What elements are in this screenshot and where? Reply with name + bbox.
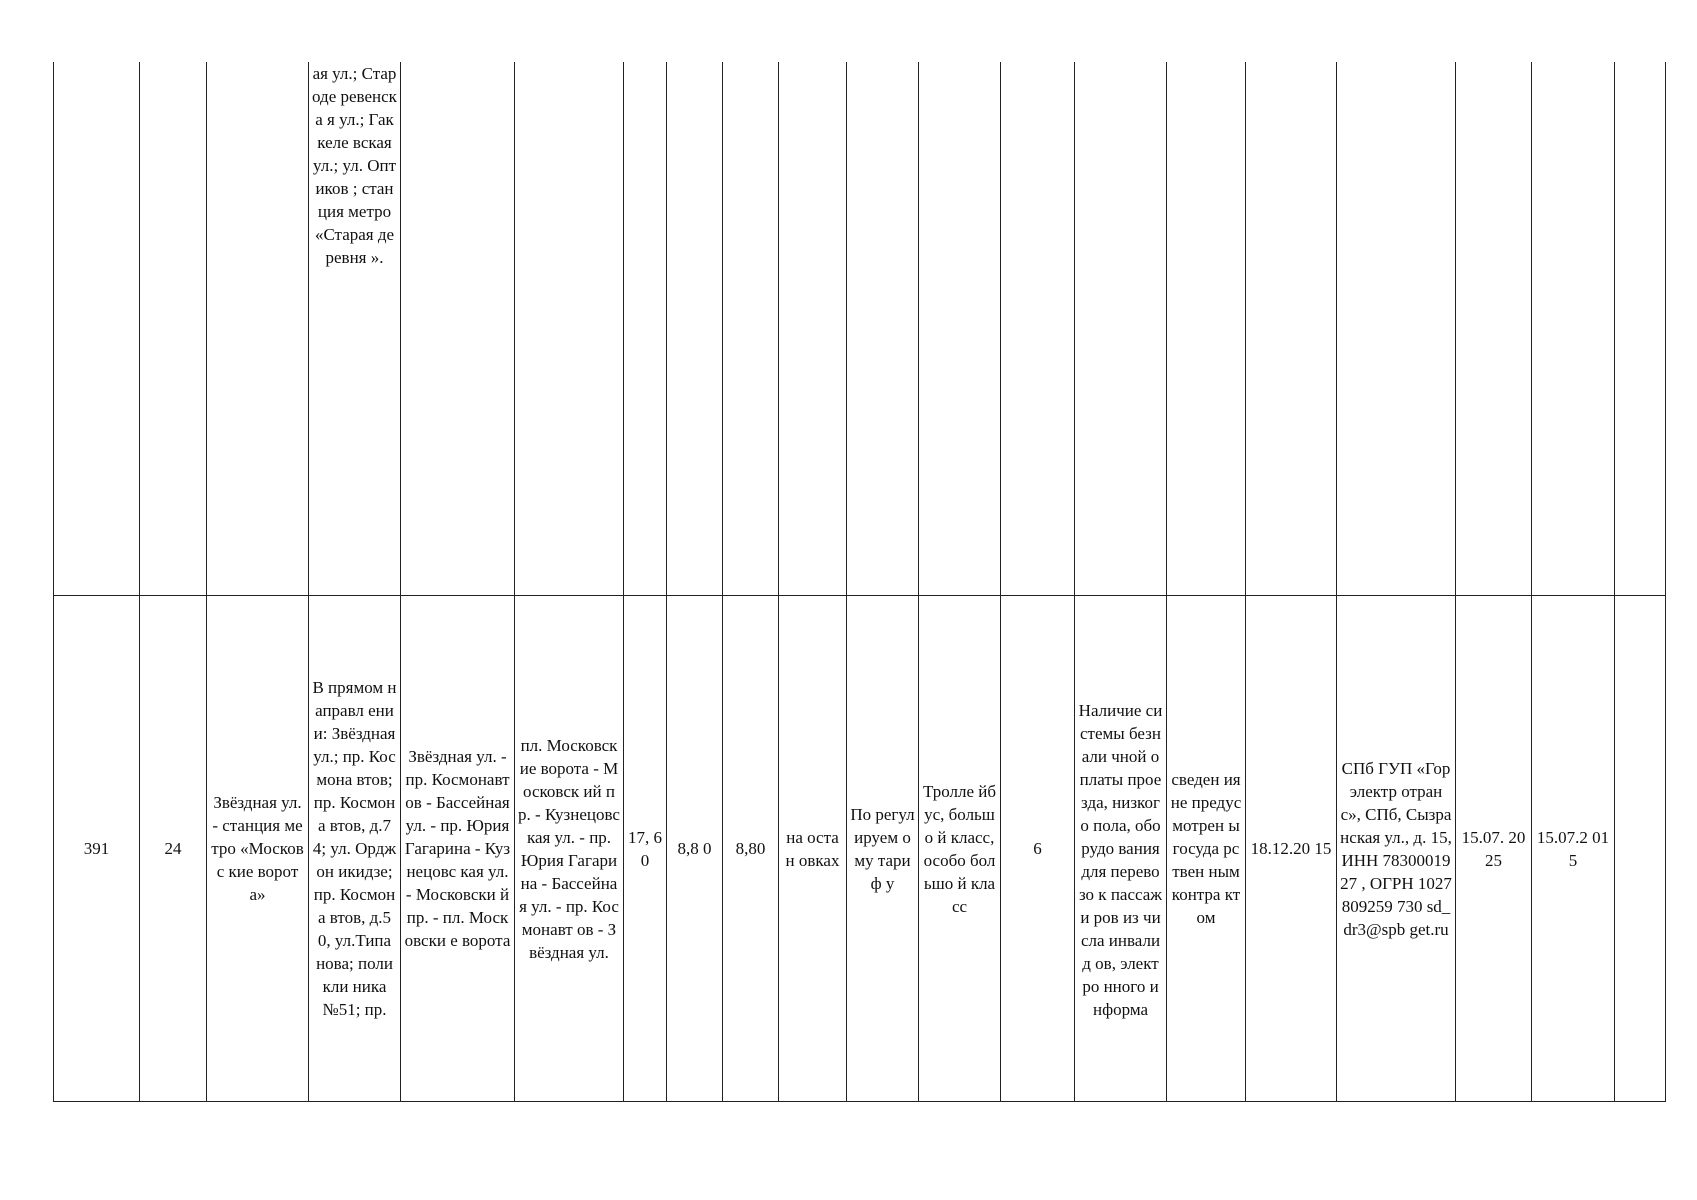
reverse-streets-cell: [515, 596, 624, 1102]
stops-tail-cell: [309, 62, 401, 596]
stops-list: В прямом направл ении: Звёздная ул.; пр. Космона втов; пр. Космона втов, д.74; ул. Орджон икидзе; пр. Космона втов, д.50, ул.Типа нова; поликли ника №51; пр.: [312, 678, 397, 1019]
carrier-info: СПб ГУП «Горэлектр отранс», СПб, Сызранская ул., д. 15, ИНН 7830001927 , ОГРН 1027809259 730 sd_dr3@spb get.ru: [1340, 758, 1452, 939]
cont-cell-11: [847, 62, 919, 596]
reg-number: 391: [83, 839, 110, 858]
boarding-procedure: на остан овках: [785, 827, 840, 870]
route-name-cell: [207, 596, 309, 1102]
route-row: [54, 596, 1666, 1102]
forward-streets: Звёздная ул. - пр. Космонавт ов - Бассейная ул. - пр. Юрия Гагарина - Кузнецовс кая ул. - Московски й пр. - пл. Московски е ворота: [404, 747, 511, 950]
registry-date: 15.07.2 015: [1536, 827, 1610, 870]
vehicle-count-cell: [1001, 596, 1075, 1102]
cont-cell-9: [723, 62, 779, 596]
reverse-streets: пл. Московск ие ворота - Московск ий пр. - Кузнецовс кая ул. - пр. Юрия Гагарина - Бассейная ул. - пр. Космонавт ов - Звёздная ул.: [518, 735, 620, 962]
stops-cell: [309, 596, 401, 1102]
cont-cell-3: [207, 62, 309, 596]
forward-streets-cell: [401, 596, 515, 1102]
cont-cell-5: [401, 62, 515, 596]
cont-cell-16: [1246, 62, 1337, 596]
vehicle-type-cell: [919, 596, 1001, 1102]
cont-cell-2: [140, 62, 207, 596]
contract-info: сведен ия не предус мотрен ы госуда рствен ным контра ктом: [1170, 770, 1242, 927]
cont-cell-14: [1075, 62, 1167, 596]
cont-cell-18: [1456, 62, 1532, 596]
length-reverse-cell: [723, 596, 779, 1102]
carrier-cell: [1337, 596, 1456, 1102]
contract-info-cell: [1167, 596, 1246, 1102]
start-date: 18.12.20 15: [1250, 839, 1332, 858]
tariff-type-cell: [847, 596, 919, 1102]
cont-cell-8: [667, 62, 723, 596]
change-date-cell: [1456, 596, 1532, 1102]
cont-cell-6: [515, 62, 624, 596]
vehicle-features-cell: [1075, 596, 1167, 1102]
start-date-cell: [1246, 596, 1337, 1102]
length-forward-cell: [667, 596, 723, 1102]
length-forward: 8,8 0: [677, 839, 712, 858]
cont-cell-19: [1532, 62, 1615, 596]
cont-cell-17: [1337, 62, 1456, 596]
continued-row: [54, 62, 1666, 596]
length-total-cell: [624, 596, 667, 1102]
notes-cell: [1615, 596, 1666, 1102]
cont-cell-7: [624, 62, 667, 596]
registry-date-cell: [1532, 596, 1615, 1102]
cont-cell-10: [779, 62, 847, 596]
boarding-procedure-cell: [779, 596, 847, 1102]
route-number-cell: [140, 596, 207, 1102]
length-reverse: 8,80: [735, 839, 766, 858]
cont-cell-15: [1167, 62, 1246, 596]
cont-cell-12: [919, 62, 1001, 596]
route-name: Звёздная ул. - станция метро «Московс кие ворота»: [211, 793, 304, 904]
stops-tail-text: ая ул.; Староде ревенска я ул.; Гаккеле вская ул.; ул. Оптиков ; станция метро «Старая деревня ».: [312, 64, 397, 267]
length-total: 17, 60: [628, 827, 662, 870]
tariff-type: По регул ируем ому тариф у: [850, 804, 915, 893]
change-date: 15.07. 2025: [1461, 827, 1526, 870]
cont-cell-13: [1001, 62, 1075, 596]
vehicle-features: Наличие системы безнали чной оплаты проезда, низкого пола, оборудо вания для перевозо к пассажи ров из числа инвалид ов, электро нного информа: [1078, 700, 1163, 1019]
vehicle-count: 6: [1033, 839, 1042, 858]
vehicle-type: Тролле йбус, большо й класс, особо большо й класс: [922, 781, 997, 916]
route-number: 24: [164, 839, 182, 858]
cont-cell-20: [1615, 62, 1666, 596]
reg-number-cell: [54, 596, 140, 1102]
cont-cell-1: [54, 62, 140, 596]
route-registry-table: [53, 62, 1666, 1102]
